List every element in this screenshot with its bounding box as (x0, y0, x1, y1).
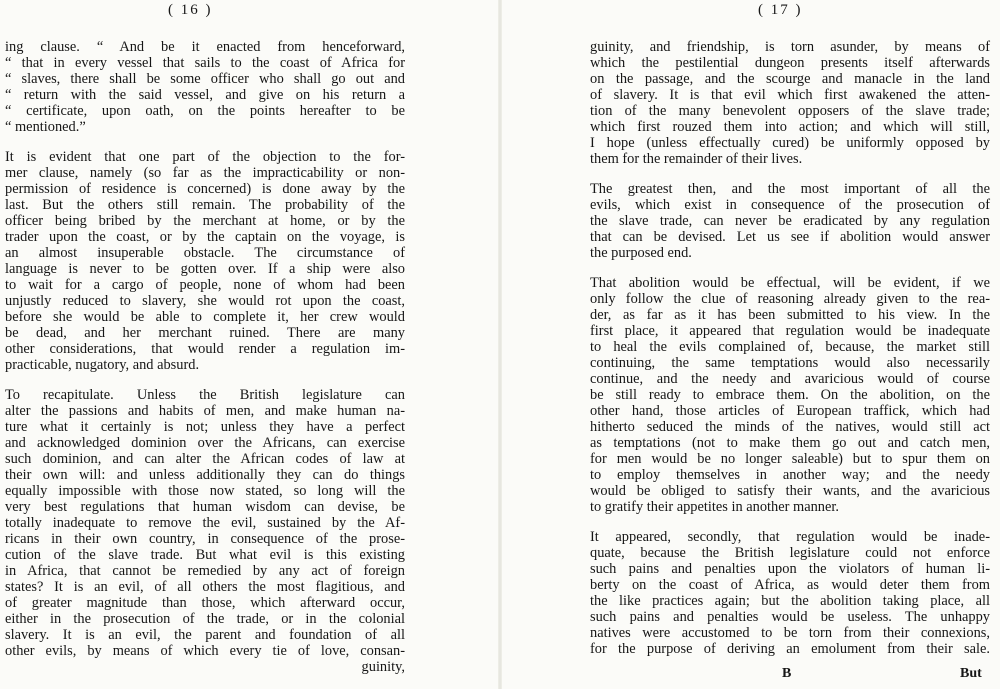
right-text-line: such pains and penalties would be useless. The unhappy (590, 609, 990, 625)
left-text-line: an almost insuperable obstacle. The circumstance of (5, 245, 405, 261)
right-text-line: hitherto seduced the minds of the natives, would still act (590, 419, 990, 435)
left-text-line: their own will: and unless additionally they can do things (5, 467, 405, 483)
right-text-line: which the pestilential dungeon presents itself afterwards (590, 55, 990, 71)
left-text-line: slavery. It is an evil, the parent and foundation of all (5, 627, 405, 643)
catchword: But (960, 666, 982, 681)
right-text-line: I hope (unless effectually cured) be uniformly opposed by (590, 135, 990, 151)
left-text-line: other considerations, that would render a regulation im- (5, 341, 405, 357)
page-number-right: ( 17 ) (758, 2, 803, 18)
left-text-line: officer being bribed by the merchant at home, or by the (5, 213, 405, 229)
right-text-line: such pains and penalties upon the violators of human li- (590, 561, 990, 577)
left-text-line: “ mentioned.” (5, 119, 86, 135)
left-text-line: to wait for a cargo of people, none of whom had been (5, 277, 405, 293)
left-text-line: in Africa, that cannot be remedied by any act of foreign (5, 563, 405, 579)
right-text-line: der, as far as it has been submitted to his view. In the (590, 307, 990, 323)
right-text-line: continuing, the same temptations would also necessarily (590, 355, 990, 371)
left-text-line: practicable, nugatory, and absurd. (5, 357, 200, 373)
right-text-line: that can be devised. Let us see if abolition would answer (590, 229, 990, 245)
right-text-line: other hand, those articles of European traffick, which had (590, 403, 990, 419)
right-page (500, 0, 1000, 689)
right-text-line: would be obliged to satisfy their wants, and the avaricious (590, 483, 990, 499)
right-text-line: only follow the clue of reasoning already given to the rea- (590, 291, 990, 307)
right-text-line: be still ready to embrace them. On the abolition, on the (590, 387, 990, 403)
right-text-line: The greatest then, and the most important of all the (590, 181, 990, 197)
right-text-line: for men would be no longer saleable) but to spur them on (590, 451, 990, 467)
left-text-line: ricans in their own country, in consequence of the prose- (5, 531, 405, 547)
right-text-line: to heal the evils complained of, because, the market still (590, 339, 990, 355)
left-text-line: ture what it certainly is not; unless they have a perfect (5, 419, 405, 435)
left-text-line: such dominion, and can alter the African codes of law at (5, 451, 405, 467)
left-text-line: “ that in every vessel that sails to the coast of Africa for (5, 55, 405, 71)
right-text-line: as temptations (not to make them go out and catch men, (590, 435, 990, 451)
left-text-line: states? It is an evil, of all others the most flagitious, and (5, 579, 405, 595)
right-text-line: That abolition would be effectual, will be evident, if we (590, 275, 990, 291)
left-text-line: trader upon the coast, or by the captain on the voyage, is (5, 229, 405, 245)
right-text-line: natives were accustomed to be torn from their connexions, (590, 625, 990, 641)
left-text-line: permission of residence is concerned) is done away by the (5, 181, 405, 197)
left-text-line: other evils, by means of which every tie of love, consan- (5, 643, 405, 659)
left-text-line: To recapitulate. Unless the British legislature can (5, 387, 405, 403)
left-text-line: alter the passions and habits of men, and make human na- (5, 403, 405, 419)
right-text-line: continue, and the needy and avaricious would of course (590, 371, 990, 387)
right-text-line: to employ themselves in another way; and the needy (590, 467, 990, 483)
right-text-line: It appeared, secondly, that regulation would be inade- (590, 529, 990, 545)
right-text-line: which first rouzed them into action; and which will still, (590, 119, 990, 135)
right-text-line: of slavery. It is that evil which first awakened the atten- (590, 87, 990, 103)
right-text-line: on the passage, and the scourge and manacle in the land (590, 71, 990, 87)
left-text-line: very best regulations that human wisdom can devise, be (5, 499, 405, 515)
left-text-line: “ return with the said vessel, and give on his return a (5, 87, 405, 103)
left-text-line: and acknowledged dominion over the Africans, can exercise (5, 435, 405, 451)
right-text-line: evils, which exist in consequence of the prosecution of (590, 197, 990, 213)
right-text-line: berty on the coast of Africa, as would deter them from (590, 577, 990, 593)
left-text-line: of greater magnitude than those, which afterward occur, (5, 595, 405, 611)
left-text-line: ing clause. “ And be it enacted from henceforward, (5, 39, 405, 55)
left-text-line: last. But the others still remain. The probability of the (5, 197, 405, 213)
right-text-line: quate, because the British legislature could not enforce (590, 545, 990, 561)
left-text-line: guinity, (361, 659, 405, 675)
left-text-line: language is never to be gotten over. If a ship were also (5, 261, 405, 277)
left-text-line: It is evident that one part of the objection to the for- (5, 149, 405, 165)
left-text-line: totally inadequate to remove the evil, sustained by the Af- (5, 515, 405, 531)
right-text-line: to gratify their appetites in another manner. (590, 499, 839, 515)
right-text-line: the slave trade, can never be eradicated by any regulation (590, 213, 990, 229)
left-text-line: equally impossible with those now stated, so long will the (5, 483, 405, 499)
left-text-line: “ slaves, there shall be some officer who shall go out and (5, 71, 405, 87)
right-text-line: them for the remainder of their lives. (590, 151, 803, 167)
right-text-line: guinity, and friendship, is torn asunder, by means of (590, 39, 990, 55)
right-text-line: the purposed end. (590, 245, 692, 261)
left-text-line: unjustly reduced to slavery, she would rot upon the coast, (5, 293, 405, 309)
right-text-line: first place, it appeared that regulation would be inadequate (590, 323, 990, 339)
right-text-line: tion of the many benevolent opposers of the slave trade; (590, 103, 990, 119)
signature-mark: B (782, 666, 792, 681)
left-text-line: cution of the slave trade. But what evil is this existing (5, 547, 405, 563)
left-text-line: be dead, and her merchant ruined. There are many (5, 325, 405, 341)
left-text-line: either in the prosecution of the trade, or in the colonial (5, 611, 405, 627)
right-text-line: the like practices again; but the abolition taking place, all (590, 593, 990, 609)
left-text-line: “ certificate, upon oath, on the points hereafter to be (5, 103, 405, 119)
left-text-line: before she would be able to complete it, her crew would (5, 309, 405, 325)
right-text-line: for the purpose of deriving an emolument from their sale. (590, 641, 990, 657)
page-number-left: ( 16 ) (168, 2, 213, 18)
left-text-line: mer clause, namely (so far as the impracticability or non- (5, 165, 405, 181)
